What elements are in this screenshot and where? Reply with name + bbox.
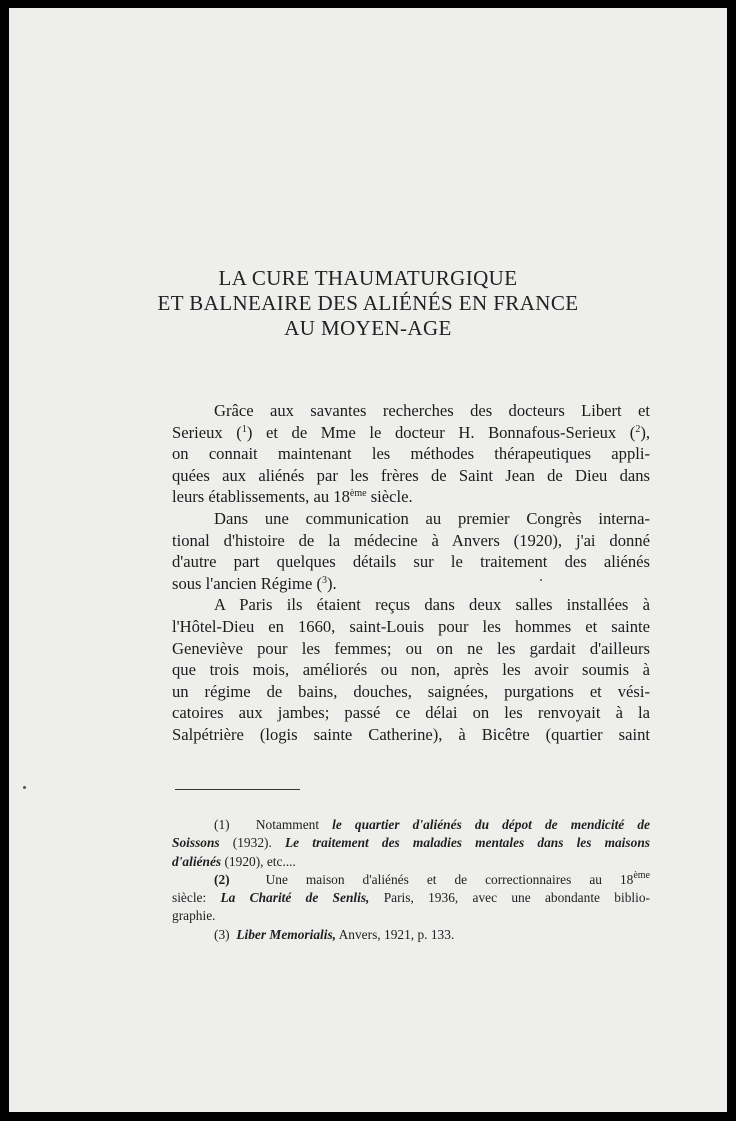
body-line: on connait maintenant les méthodes thérapeutiques appli- (172, 444, 650, 464)
body-line: quées aux aliénés par les frères de Saint Jean de Dieu dans (172, 465, 650, 485)
body-line: catoires aux jambes; passé ce délai on les renvoyait à la (172, 703, 650, 723)
body-line: que trois mois, améliorés ou non, après les avoir soumis à (172, 660, 650, 680)
body-line: l'Hôtel-Dieu en 1660, saint-Louis pour les hommes et sainte (172, 616, 650, 636)
footnote-ref: 3 (322, 574, 327, 586)
body-text (172, 400, 650, 746)
body-line: Grâce aux savantes recherches des docteurs Libert et (214, 401, 650, 420)
document-page (9, 8, 727, 1112)
title-line-3: AU MOYEN-AGE (284, 316, 452, 340)
title-line-2: ET BALNEAIRE DES ALIÉNÉS EN FRANCE (157, 291, 579, 315)
footnote-line: (3) Liber Memorialis, Anvers, 1921, p. 133. (214, 926, 455, 942)
body-line: A Paris ils étaient reçus dans deux salles installées à (214, 595, 650, 615)
body-line: un régime de bains, douches, saignées, purgations et vési- (172, 681, 650, 701)
body-line: Dans une communication au premier Congrès interna- (214, 508, 650, 528)
paper-speck (540, 579, 542, 581)
body-line: d'autre part quelques détails sur le traitement des aliénés (172, 552, 650, 572)
title-line-1: LA CURE THAUMATURGIQUE (218, 266, 518, 290)
footnote-line: siècle: La Charité de Senlis, Paris, 1936, avec une abondante biblio- (172, 890, 650, 906)
body-line: Geneviève pour les femmes; ou on ne les gardait d'ailleurs (172, 638, 650, 658)
body-line: sous l'ancien Régime ($^3$). (172, 573, 337, 593)
body-line: tional d'histoire de la médecine à Anvers (1920), j'ai donné (172, 530, 650, 550)
footnotes (172, 816, 650, 944)
footnote-line: Soissons (1932). Le traitement des maladies mentales dans les maisons (172, 835, 650, 851)
paper-speck (23, 786, 26, 789)
footnote-ref: 1 (241, 423, 247, 435)
body-line: Serieux ($^1$) et de Mme le docteur H. Bonnafous-Serieux ($^2$), (172, 422, 650, 442)
footnote-divider (175, 789, 300, 790)
body-line: leurs établissements, au 18ème siècle. (172, 487, 413, 507)
footnote-ref: 2 (635, 423, 641, 435)
footnote-line: d'aliénés (1920), etc.... (172, 853, 296, 869)
footnote-line: (1) Notamment le quartier d'aliénés du dépot de mendicité de (214, 817, 650, 832)
body-line: Salpétrière (logis sainte Catherine), à Bicêtre (quartier saint (172, 724, 650, 744)
footnote-line: (2) Une maison d'aliénés et de correctionnaires au 18ème (214, 869, 650, 887)
article-title (9, 266, 727, 341)
footnote-line: graphie. (172, 908, 216, 924)
